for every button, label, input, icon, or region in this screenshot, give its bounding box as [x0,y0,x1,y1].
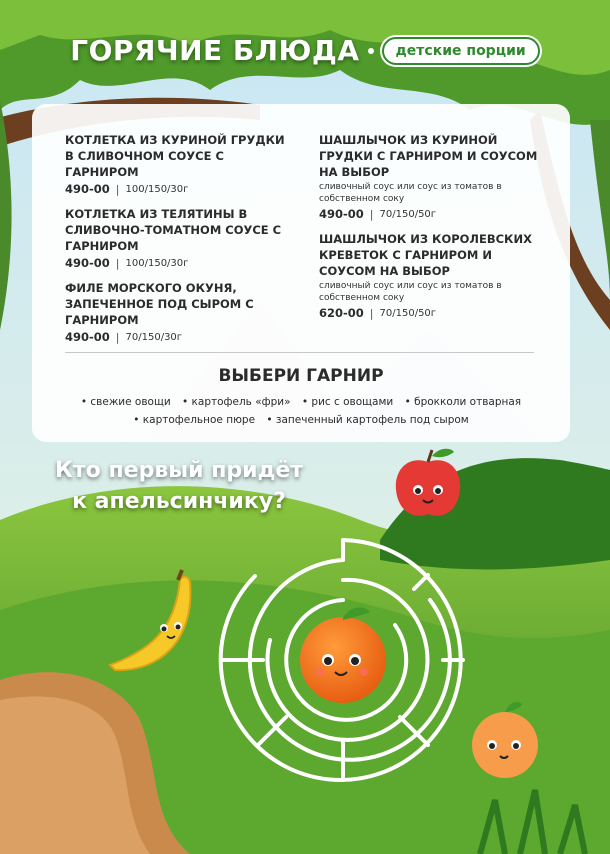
garnish-item: • свежие овощи [81,396,171,408]
dish-item: КОТЛЕТКА ИЗ ТЕЛЯТИНЫ В СЛИВОЧНО-ТОМАТНОМ СОУСЕ С ГАРНИРОМ 490-00 | 100/150/30г [65,206,295,270]
menu-card [32,104,570,442]
dish-weight: 100/150/30г [125,257,189,269]
dish-item: ФИЛЕ МОРСКОГО ОКУНЯ, ЗАПЕЧЕННОЕ ПОД СЫРОМ С ГАРНИРОМ 490-00 | 70/150/30г [65,280,295,344]
menu-column-right [319,132,541,330]
garnish-item: • рис с овощами [302,396,393,408]
garnish-item: • картофель «фри» [182,396,291,408]
dish-item: ШАШЛЫЧОК ИЗ КОРОЛЕВСКИХ КРЕВЕТОК С ГАРНИРОМ И СОУСОМ НА ВЫБОР сливочный соус или соус из томатов в собственном соку 620-00 | 70/150/50г [319,231,541,320]
dish-weight: 70/150/30г [125,331,183,343]
dish-item: ШАШЛЫЧОК ИЗ КУРИНОЙ ГРУДКИ С ГАРНИРОМ И СОУСОМ НА ВЫБОР сливочный соус или соус из томатов в собственном соку 490-00 | 70/150/50г [319,132,541,221]
garnish-list [32,414,570,426]
header-title: ГОРЯЧИЕ БЛЮДА [70,34,360,67]
dish-name: ШАШЛЫЧОК ИЗ КУРИНОЙ ГРУДКИ С ГАРНИРОМ И СОУСОМ НА ВЫБОР [319,133,538,179]
dish-weight: 100/150/30г [125,183,189,195]
menu-header [0,34,610,67]
garnish-item: • картофельное пюре [133,414,255,426]
dish-price: 490-00 [65,182,110,196]
dish-item: КОТЛЕТКА ИЗ КУРИНОЙ ГРУДКИ В СЛИВОЧНОМ СОУСЕ С ГАРНИРОМ 490-00 | 100/150/30г [65,132,295,196]
question-line-1: Кто первый придёт [54,458,304,483]
garnish-title: ВЫБЕРИ ГАРНИР [218,366,384,386]
dish-price: 490-00 [65,330,110,344]
dish-description: сливочный соус или соус из томатов в собственном соку [319,281,502,303]
maze-question [34,455,324,517]
garnish-item: • запеченный картофель под сыром [266,414,468,426]
kids-portions-badge: детские порции [382,37,540,65]
dish-name: КОТЛЕТКА ИЗ КУРИНОЙ ГРУДКИ В СЛИВОЧНОМ СОУСЕ С ГАРНИРОМ [65,133,285,179]
dish-price: 490-00 [65,256,110,270]
dish-description: сливочный соус или соус из томатов в собственном соку [319,182,502,204]
dish-price: 620-00 [319,306,364,320]
divider [65,352,534,353]
dish-weight: 70/150/50г [379,208,437,220]
dish-price: 490-00 [319,207,364,221]
dish-name: ФИЛЕ МОРСКОГО ОКУНЯ, ЗАПЕЧЕННОЕ ПОД СЫРОМ С ГАРНИРОМ [65,281,254,327]
garnish-item: • брокколи отварная [405,396,522,408]
dish-weight: 70/150/50г [379,307,437,319]
menu-column-left [65,132,295,354]
garnish-list [32,396,570,408]
header-dot [368,48,374,54]
dish-name: КОТЛЕТКА ИЗ ТЕЛЯТИНЫ В СЛИВОЧНО-ТОМАТНОМ СОУСЕ С ГАРНИРОМ [65,207,282,253]
dish-name: ШАШЛЫЧОК ИЗ КОРОЛЕВСКИХ КРЕВЕТОК С ГАРНИРОМ И СОУСОМ НА ВЫБОР [319,232,532,278]
question-line-2: к апельсинчику? [72,489,286,514]
